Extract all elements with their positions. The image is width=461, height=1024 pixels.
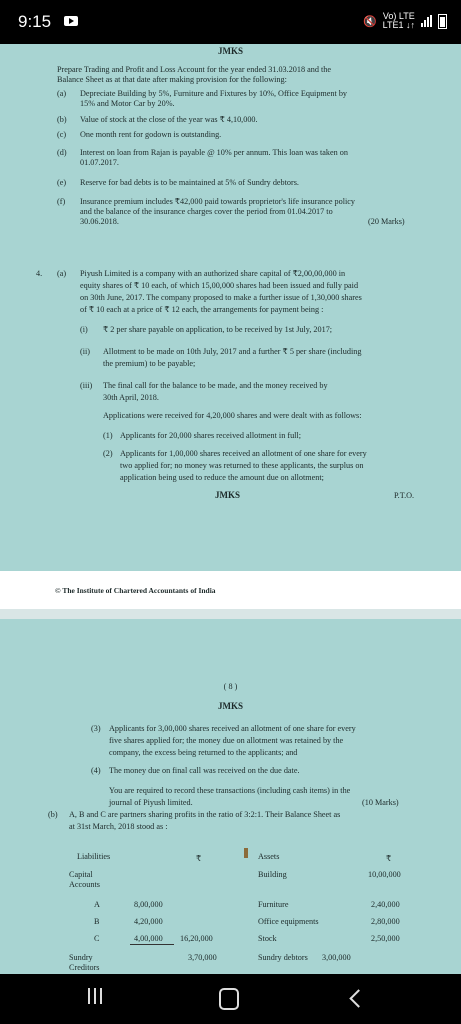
item-text: application being used to reduce the amount due on allotment; [120,473,324,482]
document-page-1[interactable] [0,44,461,609]
col-header: Liabilities [77,852,111,861]
table-cell: Capital [69,870,93,879]
item-label: (2) [103,449,113,458]
item-label: (b) [57,115,67,124]
item-label: (a) [57,269,67,278]
item-text: 30th April, 2018. [103,393,159,402]
item-text: 30.06.2018. [80,217,119,226]
document-page-2[interactable] [0,619,461,974]
footer-code: JMKS [215,490,241,500]
status-bar [0,0,461,44]
video-icon [64,16,78,26]
question-text: on 30th June, 2017. The company proposed to make a further issue of 1,30,000 shares [80,293,362,302]
item-text: company, the excess being returned to the applicants; and [109,748,298,757]
table-cell: A [94,900,100,909]
intro-line: Prepare Trading and Profit and Loss Account for the year ended 31.03.2018 and the [57,65,331,74]
item-text: Reserve for bad debts is to be maintained at 5% of Sundry debtors. [80,178,299,187]
intro-line: Balance Sheet as at that date after making provision for the following: [57,75,287,84]
table-cell: Sundry debtors [258,953,308,962]
item-label: (d) [57,148,67,157]
item-text: Allotment to be made on 10th July, 2017 and a further ₹ 5 per share (including [103,347,362,356]
clock: 9:15 [18,12,52,31]
table-cell: 4,00,000 [134,934,163,943]
back-button[interactable] [349,989,367,1007]
question-text: at 31st March, 2018 stood as : [69,822,168,831]
copyright: © The Institute of Chartered Accountants of India [55,586,216,595]
item-label: (4) [91,766,101,775]
table-cell: 4,20,000 [134,917,163,926]
item-text: The money due on final call was received on the due date. [109,766,300,775]
pto-label: P.T.O. [394,491,415,500]
item-label: (a) [57,89,67,98]
item-label: (f) [57,197,66,206]
table-cell: 2,40,000 [371,900,400,909]
item-text: Applicants for 20,000 shares received allotment in full; [120,431,301,440]
table-cell: 2,80,000 [371,917,400,926]
signal-icon [421,15,432,27]
page-gap [0,609,461,619]
item-label: (i) [80,325,88,334]
item-text: Depreciate Building by 5%, Furniture and Fixtures by 10%, Office Equipment by [80,89,348,98]
required-text: You are required to record these transactions (including cash items) in the [109,786,351,795]
question-text: of ₹ 10 each at a price of ₹ 12 each, the arrangements for payment being : [80,305,324,314]
item-text: Insurance premium includes ₹42,000 paid towards proprietor's life insurance policy [80,197,355,206]
marks-label: (20 Marks) [368,217,405,226]
required-text: journal of Piyush limited. [109,798,193,807]
item-label: (b) [48,810,58,819]
item-text: One month rent for godown is outstanding. [80,130,222,139]
item-text: two applied for; no money was returned to these applicants, the surplus on [120,461,364,470]
question-text: equity shares of ₹ 10 each, of which 15,00,000 shares had been issued and fully paid [80,281,359,290]
item-label: (c) [57,130,67,139]
item-label: (1) [103,431,113,440]
item-label: (3) [91,724,101,733]
table-cell: Accounts [69,880,100,889]
table-cell: 10,00,000 [368,870,401,879]
table-cell: 3,00,000 [322,953,351,962]
page-header: JMKS [217,46,243,56]
marks-label: (10 Marks) [362,798,399,807]
item-label: (ii) [80,347,91,356]
page-footer [0,571,461,609]
item-label: (e) [57,178,67,187]
item-text: ₹ 2 per share payable on application, to be received by 1st July, 2017; [103,325,333,334]
table-cell: Office equipments [258,917,319,926]
network-label: Vo) LTE LTE1 ↓↑ [382,11,415,30]
item-text: 01.07.2017. [80,158,119,167]
col-header: ₹ [386,854,392,863]
item-text: Interest on loan from Rajan is payable @ 10% per annum. This loan was taken on [80,148,348,157]
home-button[interactable] [219,988,239,1010]
table-cell: Building [258,870,287,879]
question-number: 4. [36,269,43,278]
col-header: Assets [258,852,280,861]
table-cell: 3,70,000 [188,953,217,962]
table-cell: Sundry [69,953,93,962]
item-text: and the balance of the insurance charges cover the period from 01.04.2017 to [80,207,333,216]
table-cell: Furniture [258,900,289,909]
applications-text: Applications were received for 4,20,000 shares and were dealt with as follows: [103,411,362,420]
item-text: 15% and Motor Car by 20%. [80,99,175,108]
table-cell: 2,50,000 [371,934,400,943]
navigation-bar [0,974,461,1024]
question-text: Piyush Limited is a company with an authorized share capital of ₹2,00,00,000 in [80,269,346,278]
table-cell: 8,00,000 [134,900,163,909]
question-text: A, B and C are partners sharing profits in the ratio of 3:2:1. Their Balance Sheet as [69,810,341,819]
item-text: Applicants for 3,00,000 shares received an allotment of one share for every [109,724,356,733]
col-header: ₹ [196,854,202,863]
battery-icon [438,14,447,29]
item-text: Applicants for 1,00,000 shares received an allotment of one share for every [120,449,367,458]
item-text: The final call for the balance to be made, and the money received by [103,381,328,390]
page-number: ( 8 ) [223,682,238,691]
page-header: JMKS [217,701,243,711]
item-text: the premium) to be payable; [103,359,196,368]
table-cell: 16,20,000 [180,934,213,943]
table-cell: B [94,917,100,926]
table-cell: Stock [258,934,277,943]
recent-apps-button[interactable] [88,988,102,1004]
table-cell: C [94,934,100,943]
item-text: Value of stock at the close of the year was ₹ 4,10,000. [80,115,258,124]
table-cell: Creditors [69,963,100,972]
item-text: five shares applied for; the money due on allotment was retained by the [109,736,344,745]
status-icons [363,12,447,30]
item-label: (iii) [80,381,93,390]
mute-icon: 🔇 [362,15,377,28]
